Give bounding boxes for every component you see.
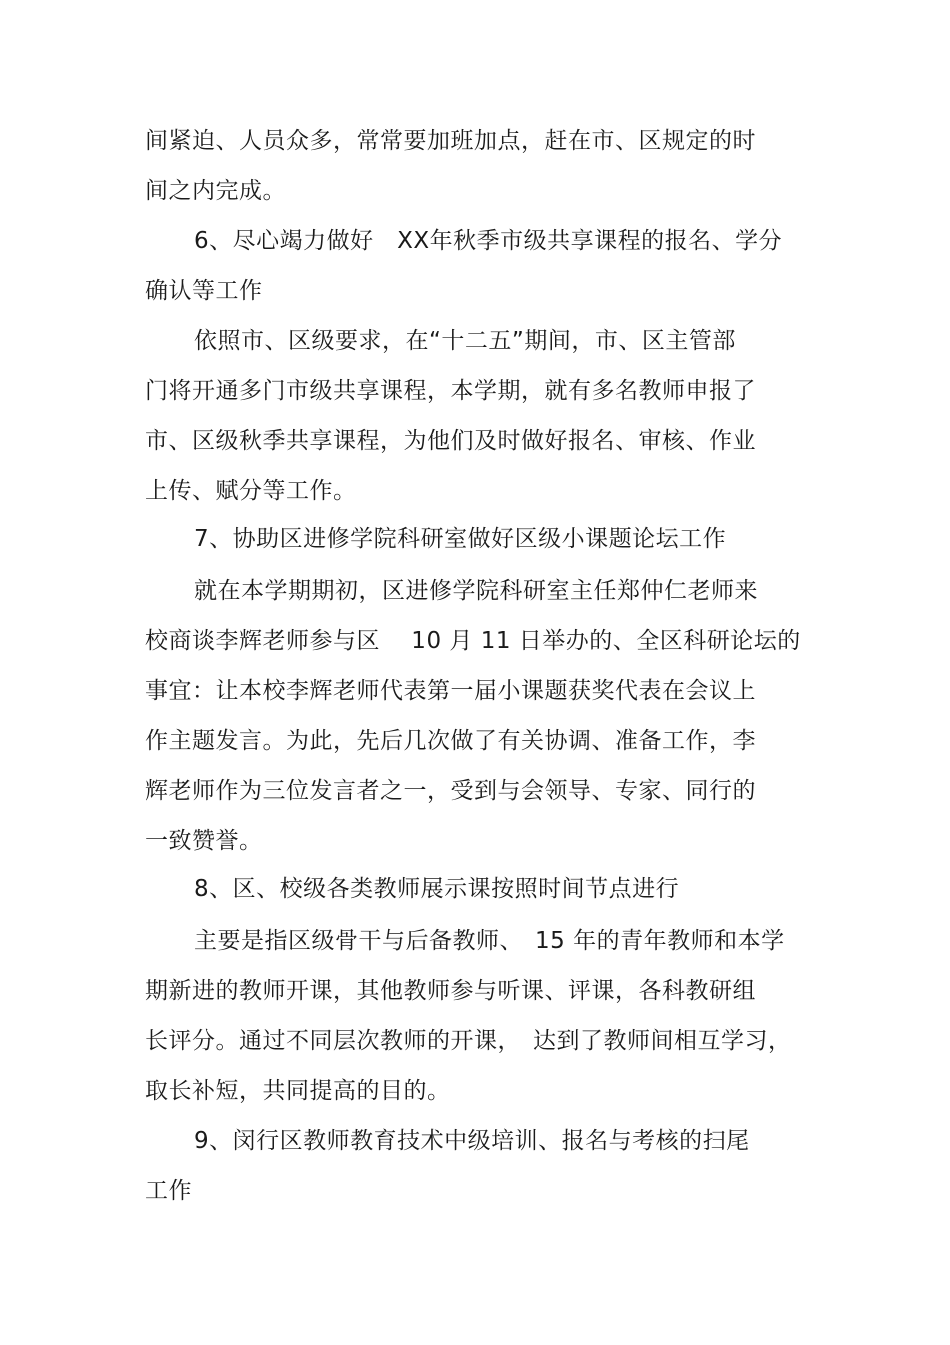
text-line: 辉老师作为三位发言者之一，受到与会领导、专家、同行的 xyxy=(145,778,756,804)
section-heading-6-continued: 确认等工作 xyxy=(145,278,263,304)
text-line: 就在本学期期初，区进修学院科研室主任郑仲仁老师来 xyxy=(194,578,758,604)
text-line: 主要是指区级骨干与后备教师、 15 年的青年教师和本学 xyxy=(194,928,785,954)
section-heading-9: 9、闵行区教师教育技术中级培训、报名与考核的扫尾 xyxy=(194,1128,750,1154)
text-line: 间紧迫、人员众多，常常要加班加点，赶在市、区规定的时 xyxy=(145,128,756,154)
text-line: 依照市、区级要求，在“十二五”期间，市、区主管部 xyxy=(194,328,736,354)
text-line: 事宜：让本校李辉老师代表第一届小课题获奖代表在会议上 xyxy=(145,678,756,704)
text-line: 取长补短，共同提高的目的。 xyxy=(145,1078,451,1104)
section-heading-9-continued: 工作 xyxy=(145,1178,192,1204)
section-heading-7: 7、协助区进修学院科研室做好区级小课题论坛工作 xyxy=(194,526,727,552)
text-line: 门将开通多门市级共享课程，本学期，就有多名教师申报了 xyxy=(145,378,756,404)
section-heading-8: 8、区、校级各类教师展示课按照时间节点进行 xyxy=(194,876,680,902)
text-line: 作主题发言。为此，先后几次做了有关协调、准备工作，李 xyxy=(145,728,756,754)
section-heading-6: 6、尽心竭力做好 XX年秋季市级共享课程的报名、学分 xyxy=(194,228,783,254)
text-line: 市、区级秋季共享课程，为他们及时做好报名、审核、作业 xyxy=(145,428,756,454)
text-line: 一致赞誉。 xyxy=(145,828,263,854)
text-line: 上传、赋分等工作。 xyxy=(145,478,357,504)
text-line: 期新进的教师开课，其他教师参与听课、评课，各科教研组 xyxy=(145,978,756,1004)
text-line: 间之内完成。 xyxy=(145,178,286,204)
text-line: 长评分。通过不同层次教师的开课， 达到了教师间相互学习， xyxy=(145,1028,792,1054)
text-line: 校商谈李辉老师参与区 10 月 11 日举办的、全区科研论坛的 xyxy=(145,628,801,654)
